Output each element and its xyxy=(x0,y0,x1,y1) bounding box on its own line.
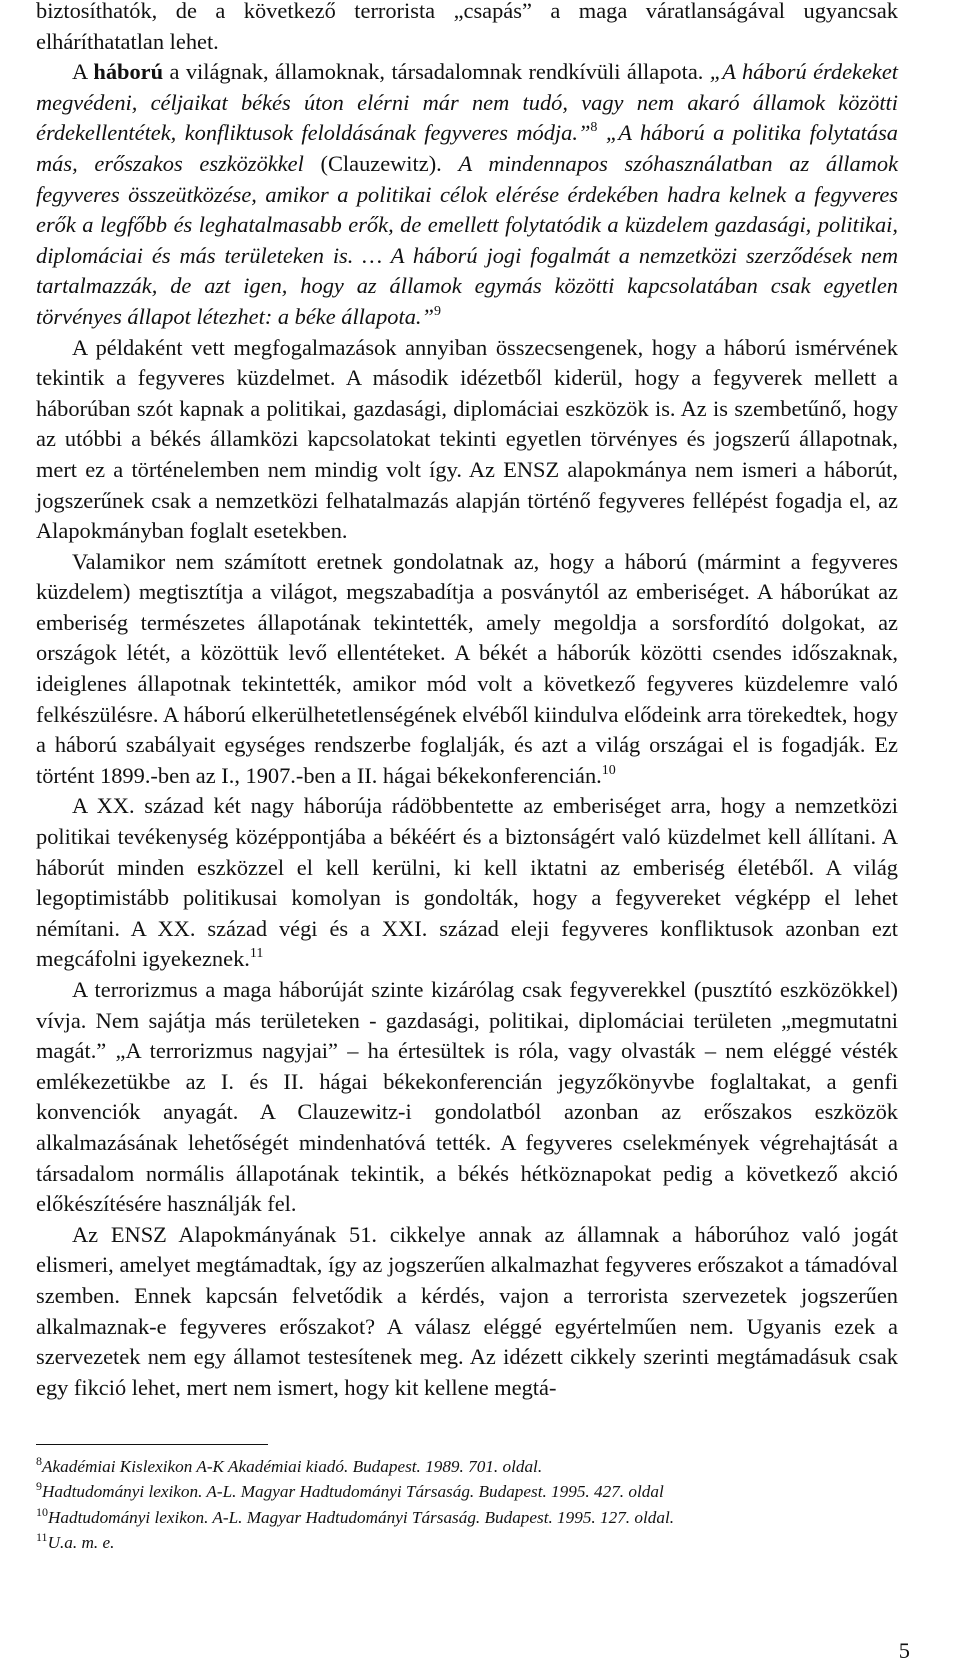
footnote-reference: 8 xyxy=(590,120,598,136)
text-run: A példaként vett megfogalmazások annyiban összecsengenek, hogy a háború ismérvének tekintik a fegyveres küzdelmet. A második idézetből kiderül, hogy a fegyverek mellett a háborúban szót kapnak a politikai, gazdasági, diplomáciai eszközök is. Az is szembetűnő, hogy az utóbbi a békés államközi kapcsolatokat tekinti egyetlen törvényes és jogszerű állapotnak, mert ez a történelemben nem mindig volt így. Az ENSZ alapokmánya nem ismeri a háborút, jogszerűnek csak a nemzetközi felhatalmazás alapján történő fegyveres fellépést fogadja el, az Alapokmányban foglalt esetekben. xyxy=(36,334,898,544)
footnote-number: 9 xyxy=(36,1479,42,1494)
footnote-reference: 10 xyxy=(601,762,616,778)
paragraph xyxy=(36,791,898,975)
paragraph xyxy=(36,0,898,57)
footnote-text: Hadtudományi lexikon. A-L. Magyar Hadtudományi Társaság. Budapest. 1995. 127. oldal. xyxy=(48,1507,675,1527)
text-run: A XX. század két nagy háborúja rádöbbentette az emberiséget arra, hogy a nemzetközi politikai tevékenység középpontjába a békéért és a biztonságért való küzdelmet kell állítani. A háborút minden eszközzel el kell kerülni, ki kell iktatni az emberiség életéből. A világ legoptimistább politikusai komolyan is gondolták, hogy a fegyvereket végképp el lehet némítani. A XX. század végi és a XXI. század eleji fegyveres konfliktusok azonban ezt megcáfolni igyekeznek. xyxy=(36,793,898,972)
footnote-text: Akadémiai Kislexikon A-K Akadémiai kiadó. Budapest. 1989. 701. oldal. xyxy=(42,1457,543,1476)
footnote-number: 11 xyxy=(36,1530,48,1545)
footnote xyxy=(36,1454,896,1479)
quoted-text: A mindennapos szóhasználatban az államok fegyveres összeütközése, amikor a politikai célok elérése érdekében hadra kelnek a fegyveres erők a legfőbb és leghatalmasabb erők, de emellett folytatódik a küzdelem gazdasági, politikai, diplomáciai és más területeken is. … A háború jogi fogalmát a nemzetközi szerződések nem tartalmazzák, de azt igen, hogy az államok egymás közötti kapcsolatában csak egyetlen törvényes állapot létezhet: a béke állapota.” xyxy=(36,150,899,329)
footnote-reference: 9 xyxy=(433,303,441,319)
footnote-text: U.a. m. e. xyxy=(47,1533,115,1553)
footnote xyxy=(36,1505,896,1530)
footnote-text: Hadtudományi lexikon. A-L. Magyar Hadtudományi Társaság. Budapest. 1995. 427. oldal xyxy=(42,1482,664,1502)
paragraph xyxy=(36,1220,898,1404)
footnote-number: 10 xyxy=(36,1504,48,1519)
text-run: A xyxy=(72,59,94,85)
text-run: biztosíthatók, de a következő terrorista „csapás” a maga váratlanságával ugyancsak elháríthatatlan lehet. xyxy=(36,0,898,54)
footnotes xyxy=(36,1454,896,1556)
quoted-text: „A háború a politika folytatása más, erőszakos eszközökkel xyxy=(36,120,898,176)
footnote xyxy=(36,1530,896,1555)
paragraph xyxy=(36,333,898,547)
footnote xyxy=(36,1479,896,1504)
paragraph xyxy=(36,57,898,332)
text-run: Az ENSZ Alapokmányának 51. cikkelye annak az államnak a háborúhoz való jogát elismeri, amelyet megtámadtak, így az jogszerűen alkalmazhat fegyveres erőszakot a támadóval szemben. Ennek kapcsán felvetődik a kérdés, vajon a terrorista szervezetek jogszerűen alkalmaznak-e fegyveres erőszakot? A válasz eléggé egyértelműen nem. Ugyanis ezek a szervezetek nem egy államot testesítenek meg. Az idézett cikkely szerinti megtámadásuk csak egy fikció lehet, mert nem ismert, hogy kit kellene megtá- xyxy=(36,1221,898,1400)
text-run: (Clauzewitz). xyxy=(303,150,459,176)
paragraph xyxy=(36,547,898,792)
text-run: a világnak, államoknak, társadalomnak rendkívüli állapota. xyxy=(163,59,710,85)
paragraph xyxy=(36,975,898,1220)
footnote-reference: 11 xyxy=(249,946,264,962)
body-text xyxy=(36,0,898,1403)
footnote-number: 8 xyxy=(36,1454,42,1468)
page-number: 5 xyxy=(898,1638,910,1663)
text-run: Valamikor nem számított eretnek gondolatnak az, hogy a háború (mármint a fegyveres küzdelem) megtisztítja a világot, megszabadítja a posványtól az emberiséget. A háborúkat az emberiség természetes állapotának tekintették, amely megoldja a sorsfordító dolgokat, az országok létét, a közöttük levő ellentéteket. A békét a háborúk közötti csendes időszaknak, ideiglenes állapotnak tekintették, amikor mód volt a következő fegyveres küzdelemre való felkészülésre. A háború elkerülhetetlenségének elvéből kiindulva elődeink arra törekedtek, hogy a háború szabályait egységes rendszerbe foglalják, és azt a világ országai el is fogadják. Ez történt 1899.-ben az I., 1907.-ben a II. hágai békekonferencián. xyxy=(36,548,898,788)
text-run: A terrorizmus a maga háborúját szinte kizárólag csak fegyverekkel (pusztító eszközökkel) vívja. Nem sajátja más területeken - gazdasági, politikai, diplomáciai területen „megmutatni magát.” „A terrorizmus nagyjai” – ha értesültek is róla, vagy olvasták – nem eléggé vésték emlékezetükbe az I. és II. hágai békekonferencián jegyzőkönyvbe foglaltakat, a genfi konvenciók anyagát. A Clauzewitz-i gondolatból azonban az erőszakos eszközök alkalmazásának lehetőségét mindenhatóvá tették. A fegyveres cselekmények végrehajtását a társadalom normális állapotának tekintik, a békés hétköznapokat pedig a következő akció előkészítésére használják fel. xyxy=(36,977,898,1217)
bold-term: háború xyxy=(93,59,164,85)
quoted-text: „A háború érdekeket megvédeni, céljaikat békés úton elérni már nem tudó, vagy nem akaró államok közötti érdekellentétek, konfliktusok feloldásának fegyveres módja.” xyxy=(36,59,898,146)
footnote-separator xyxy=(36,1444,268,1445)
